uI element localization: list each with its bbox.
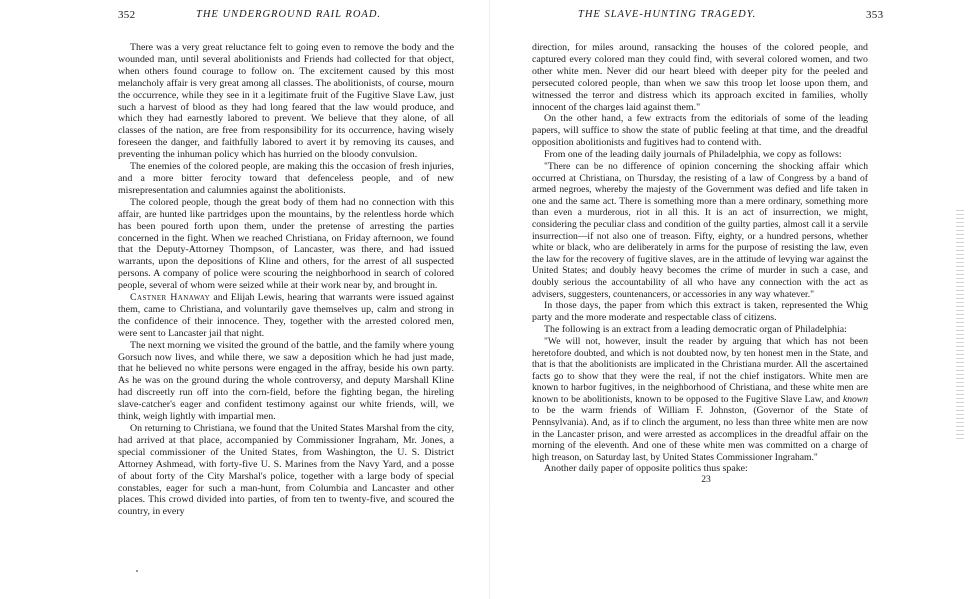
signature-mark: 23 — [701, 474, 711, 486]
hanaway-name: Castner Hanaway — [130, 292, 211, 304]
quote2-text-before: "We will not, however, insult the reader by arguing that which has not been heretofore doubted, and which is not doubted now, by ten honest men in the State, and that is that the abolitionists are implicated in the Christiana murder. All the ascertained facts go to show that they were the real, if not the chief instigators. White men are known to harbor fugitives, in the neighborhood of Christiana, and these white men are known to be abolitionists, known to be opposed to the Fugitive Slave Law, and — [532, 335, 868, 405]
left-paragraph: There was a very great reluctance felt to going even to remove the body and the wounded man, until several abolitionists and Friends had collected for that object, when others found courage to follow on. The excitement caused by this most melancholy affair is very great among all classes. The abolitionists, of course, mourn the occurrence, while they see in it a legitimate fruit of the Fugitive Slave Law, just such a harvest of blood as they had long feared that the law would produce, and which they had earnestly labored to prevent. We believe that they alone, of all classes of the nation, are free from responsibility for its occurrence, having wisely foreseen the danger, and faithfully labored to avert it by removing its causes, and preventing the inhuman policy which has hurried on the bloody convulsion. — [118, 42, 454, 161]
stray-mark — [136, 570, 138, 572]
hanaway-text: and Elijah Lewis, hearing that warrants were issued against them, came to Christiana, and voluntarily gave themselves up, calm and strong in the confidence of their innocence. They, together with the arrested colored men, were sent to Lancaster jail that night. — [118, 292, 454, 339]
quote-democratic-organ — [532, 336, 868, 464]
page-edge-marks — [956, 210, 964, 440]
right-paragraph: The following is an extract from a leading democratic organ of Philadelphia: — [544, 324, 847, 335]
quote-philadelphia-journal: "There can be no difference of opinion concerning the shocking affair which occurred at Christiana, on Thursday, the resisting of a law of Congress by a band of armed negroes, whereby the majesty of the Government was defied and life taken in one and the same act. There is something more than a mere ordinary, something more than even a murderous, riot in all this. It is an act of insurrection, we might, considering the peculiar class and condition of the guilty parties, almost call it a servile insurrection—if not also one of treason. Fifty, eighty, or a hundred persons, whether white or black, who are deliberately in arms for the purpose of resisting the law, even the law for the recovery of fugitive slaves, are in the attitude of levying war against the United States; and doubly heavy becomes the crime of murder in such a case, and doubly serious the accountability of all who have any connection with the act as advisers, suggesters, countenancers, or accessories in any way whatever." — [532, 161, 868, 300]
right-paragraph-closing: Another daily paper of opposite politics thus spake: — [544, 463, 748, 475]
left-paragraph: On returning to Christiana, we found that the United States Marshal from the city, had arrived at that place, accompanied by Commissioner Ingraham, Mr. Jones, a special commissioner of the United States, from Washington, the U. S. District Attorney Ashmead, with forty-five U. S. Marines from the Navy Yard, and a posse of about forty of the City Marshal's police, together with a large body of special constables, eager for such a man-hunt, from Columbia and Lancaster and other places. This crowd divided into parties, of from ten to twenty-five, and scoured the country, in every — [118, 423, 454, 518]
quote2-text-after: to be the warm friends of William F. Johnston, (Governor of the State of Pennsylvania). And, as if to clinch the argument, no less than three white men are now in the Lancaster prison, and were arrested as accomplices in the dreadful affair on the morning of the eleventh. And one of these white men was committed on a charge of high treason, on Saturday last, by United States Commissioner Ingraham." — [532, 405, 868, 463]
left-paragraph: The colored people, though the great body of them had no connection with this affair, are hunted like partridges upon the mountains, by the relentless horde which has been poured forth upon them, under the pretense of arresting the parties concerned in the fight. When we reached Christiana, on Friday afternoon, we found that the Deputy-Attorney Thompson, of Lancaster, was there, and had issued warrants, upon the depositions of Kline and others, for the arrest of all suspected persons. A company of police were scouring the neighborhood in search of colored people, several of whom were seized while at their work near by, and brought in. — [118, 196, 454, 292]
left-paragraph-hanaway — [118, 292, 454, 340]
left-page-number: 352 — [118, 9, 136, 21]
quote2-emphasis: known — [842, 393, 868, 405]
right-paragraph: direction, for miles around, ransacking the houses of the colored people, and captured every colored man they could find, with several colored women, and two other white men. Never did our heart bleed with deeper pity for the peeled and persecuted colored people, than when we saw this troop let loose upon them, and witnessed the terror and distress which its approach excited in families, wholly innocent of the charges laid against them." — [532, 42, 868, 113]
right-page-number: 353 — [866, 9, 884, 21]
right-paragraph: On the other hand, a few extracts from the editorials of some of the leading papers, will suffice to show the state of public feeling at that time, and the dreadful opposition abolitionists and fugitives had to contend with. — [532, 113, 868, 149]
left-paragraph: The next morning we visited the ground of the battle, and the family where young Gorsuch now lives, and while there, we saw a deposition which he had just made, that he believed no white persons were engaged in the affray, beside his own party. As he was on the ground during the whole controversy, and deputy Marshall Kline had discreetly run off into the corn-field, before the fighting began, the hireling slave-catcher's eager and confident testimony against our white friends, will, we think, weigh lightly with impartial men. — [118, 339, 454, 423]
right-paragraph: From one of the leading daily journals of Philadelphia, we copy as follows: — [544, 149, 842, 161]
left-running-head: THE UNDERGROUND RAIL ROAD. — [196, 9, 382, 20]
left-page-body — [118, 42, 454, 518]
right-paragraph: In those days, the paper from which this extract is taken, represented the Whig party and the more moderate and respectable class of citizens. — [532, 300, 868, 324]
right-running-head: THE SLAVE-HUNTING TRAGEDY. — [578, 9, 757, 20]
left-paragraph: The enemies of the colored people, are making this the occasion of fresh injuries, and a more bitter ferocity toward that defenceless people, and of new misrepresentation and calumnies against the abolitionists. — [118, 161, 454, 196]
right-page-body — [532, 42, 868, 484]
